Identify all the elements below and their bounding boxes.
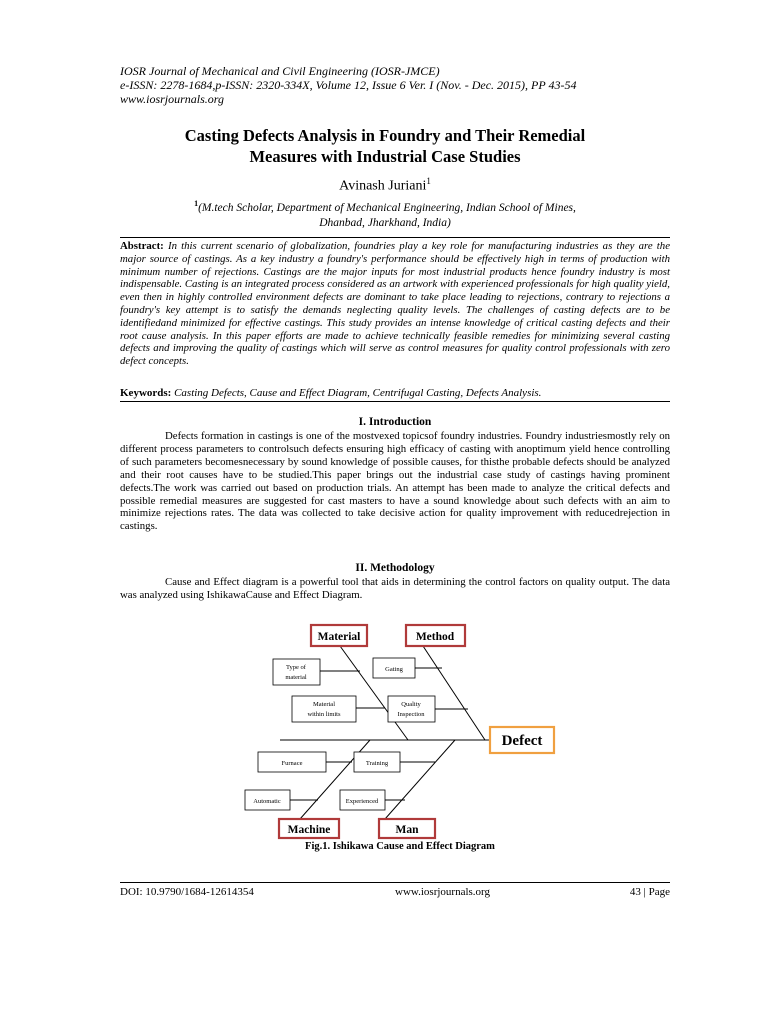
material-within-limits-line-2: within limits <box>307 711 341 718</box>
affiliation-line-2: Dhanbad, Jharkhand, India) <box>319 216 451 229</box>
footer-rule <box>120 882 670 883</box>
ishikawa-diagram <box>240 612 560 842</box>
abstract <box>120 240 670 368</box>
training-text: Training <box>365 760 389 767</box>
man-label: Man <box>395 824 419 836</box>
automatic-text: Automatic <box>253 798 281 805</box>
method-bone <box>423 646 485 740</box>
figure-caption: Fig.1. Ishikawa Cause and Effect Diagram <box>305 841 495 852</box>
method-label: Method <box>415 631 455 643</box>
journal-header <box>120 64 576 106</box>
defect-label: Defect <box>501 733 543 749</box>
introduction-text: Defects formation in castings is one of the mostvexed topicsof foundry industries. Foundry industriesmostly rely on different process parameters to controlsuch defects ensuring high efficacy of casting with anoptimum yield hence controlling of such parameters becomesnecessary by sound knowledge of possible causes, for thisthe probable defects should be analyzed and their root causes have to be studied.This paper brings out the industrial case study of castings having prominent defects.The work was carried out based on production trials. An attempt has been made to analyze the critical defects and possible remedial measures are suggested for cast masters to have a sound knowledge about such defects with an aim to minimize rejections rates. The data was collected to take decisive action for quality improvement with reducedrejection in castings. <box>120 430 670 533</box>
material-within-limits-line-1: Material <box>312 701 336 708</box>
keywords <box>120 387 670 400</box>
footer-page-number: 43 | Page <box>629 886 670 898</box>
affiliation-line-1 <box>160 196 610 216</box>
material-label: Material <box>317 631 361 643</box>
keywords-text: Casting Defects, Cause and Effect Diagram, Centrifugal Casting, Defects Analysis. <box>174 387 542 399</box>
machine-label: Machine <box>287 824 331 836</box>
footer-doi: DOI: 10.9790/1684-12614354 <box>120 886 254 898</box>
keywords-label: Keywords: <box>120 387 172 399</box>
title-line-1: Casting Defects Analysis in Foundry and Their Remedial <box>184 126 586 145</box>
journal-name: IOSR Journal of Mechanical and Civil Engineering (IOSR-JMCE) <box>120 64 440 78</box>
author-affiliation <box>160 196 610 231</box>
furnace-text: Furnace <box>281 760 303 767</box>
abstract-label: Abstract: <box>120 240 164 252</box>
journal-site: www.iosrjournals.org <box>120 92 225 106</box>
section-heading-introduction: I. Introduction <box>358 416 432 428</box>
type-of-material-box <box>273 659 320 685</box>
section-heading-methodology: II. Methodology <box>355 562 435 574</box>
affiliation-line-1-text: (M.tech Scholar, Department of Mechanical Engineering, Indian School of Mines, <box>198 201 576 214</box>
abstract-text: In this current scenario of globalization, foundries play a key role for manufacturing industries as they are the major source of castings. As a key industry a foundry's performance should be effectively high in terms of production with minimum number of rejections. Castings are the major inputs for most industrial products hence foundry industry is most indispensable. Casting is an integrated process considered as an artwork with experienced professionals for high quality yield, even then in highly controlled environment defects are dominant to take place leading to rejections, contrary to rejections a foundry's key attempt is to satisfy the demands neglecting quality levels. The challenges of casting defects are to be identifiedand minimized for effective castings. This study provides an intense knowledge of critical casting defects and their root cause analysis. In this paper efforts are made to achieve technically feasible remedies for minimizing several casting defects and improving the quality of castings which will serve as control measures for quality control professionals with zero defect concepts. <box>120 240 670 368</box>
gating-text: Gating <box>385 666 403 673</box>
abstract-top-rule <box>120 237 670 238</box>
type-of-material-line-1: Type of <box>286 664 306 671</box>
journal-issn: e-ISSN: 2278-1684,p-ISSN: 2320-334X, Volume 12, Issue 6 Ver. I (Nov. - Dec. 2015), PP 43-54 <box>120 78 577 92</box>
type-of-material-line-2: material <box>285 674 307 681</box>
quality-inspection-line-2: Inspection <box>397 711 425 718</box>
quality-inspection-line-1: Quality <box>401 701 421 708</box>
affiliation-sup: 1 <box>194 199 199 208</box>
author-name <box>120 176 650 195</box>
quality-inspection-box <box>388 696 435 722</box>
paper-title <box>120 125 650 167</box>
abstract-bottom-rule <box>120 401 670 402</box>
methodology-text: Cause and Effect diagram is a powerful tool that aids in determining the control factors on quality output. The data was analyzed using IshikawaCause and Effect Diagram. <box>120 576 670 601</box>
material-within-limits-box <box>292 696 356 722</box>
experienced-text: Experienced <box>345 798 379 805</box>
author-sup: 1 <box>426 176 431 186</box>
footer-site: www.iosrjournals.org <box>395 886 491 898</box>
title-line-2: Measures with Industrial Case Studies <box>249 147 521 166</box>
author-name-text: Avinash Juriani <box>339 178 427 194</box>
